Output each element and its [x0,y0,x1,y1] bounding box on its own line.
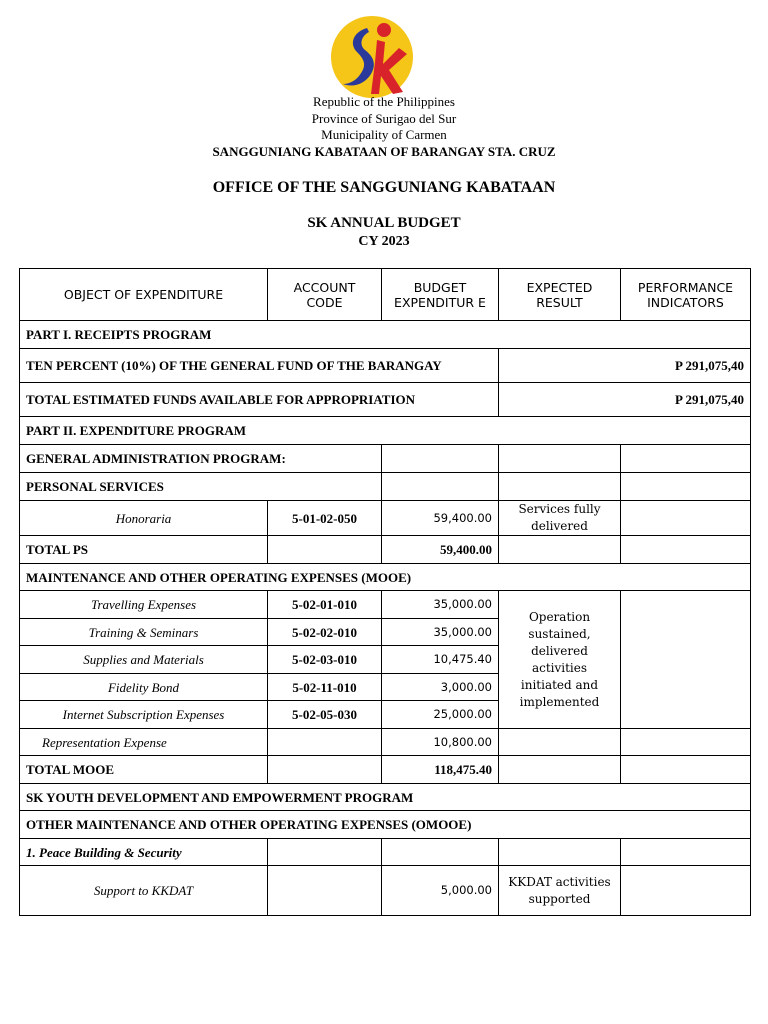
mooe-item-name: Fidelity Bond [20,674,268,701]
budget-title: SK ANNUAL BUDGET [307,215,461,231]
header-line-republic: Republic of the Philippines [313,94,455,109]
col-header-budget: BUDGET EXPENDITUR E [382,269,499,321]
mooe-item-name: Travelling Expenses [20,591,268,619]
total-funds-label: TOTAL ESTIMATED FUNDS AVAILABLE FOR APPROPRIATION [20,383,499,417]
col-header-result: EXPECTED RESULT [499,269,621,321]
mooe-item-code: 5-02-02-010 [268,619,382,646]
part2-heading: PART II. EXPENDITURE PROGRAM [20,417,751,445]
table-row [20,811,751,839]
honoraria-amount: 59,400.00 [382,501,499,536]
mooe-heading: MAINTENANCE AND OTHER OPERATING EXPENSES (MOOE) [20,564,751,591]
kkdat-name: Support to KKDAT [20,866,268,916]
table-row [20,417,751,445]
table-row [20,866,751,916]
mooe-item-amount: 35,000.00 [382,619,499,646]
table-row [20,349,751,383]
sk-youth-heading: SK YOUTH DEVELOPMENT AND EMPOWERMENT PROGRAM [20,784,751,811]
table-row [20,591,751,619]
header-line-municipality: Municipality of Carmen [321,127,447,142]
mooe-item-name: Internet Subscription Expenses [20,701,268,729]
mooe-item-amount: 3,000.00 [382,674,499,701]
mooe-item-amount: 25,000.00 [382,701,499,729]
col-header-account-code: ACCOUNT CODE [268,269,382,321]
mooe-item-code: 5-02-11-010 [268,674,382,701]
mooe-item-amount: 10,800.00 [382,729,499,756]
table-row [20,536,751,564]
honoraria-result: Services fully delivered [499,501,621,536]
col-header-object: OBJECT OF EXPENDITURE [20,269,268,321]
office-title: OFFICE OF THE SANGGUNIANG KABATAAN [212,179,556,196]
logo-k-head [377,23,391,37]
mooe-item-name: Supplies and Materials [20,646,268,674]
mooe-item-name: Representation Expense [20,729,268,756]
table-row [20,321,751,349]
omooe-heading: OTHER MAINTENANCE AND OTHER OPERATING EXPENSES (OMOOE) [20,811,751,839]
total-ps-label: TOTAL PS [20,536,268,564]
mooe-item-code: 5-02-01-010 [268,591,382,619]
part1-heading: PART I. RECEIPTS PROGRAM [20,321,751,349]
total-mooe-label: TOTAL MOOE [20,756,268,784]
mooe-item-amount: 10,475.40 [382,646,499,674]
honoraria-name: Honoraria [20,501,268,536]
table-row [20,501,751,536]
mooe-result: Operation sustained, delivered activities initiated and implemented [499,591,621,729]
table-row [20,756,751,784]
sk-logo [323,14,421,100]
header-line-barangay: SANGGUNIANG KABATAAN OF BARANGAY STA. CRUZ [212,144,556,159]
personal-services-heading: PERSONAL SERVICES [20,473,382,501]
table-row [20,729,751,756]
table-row [20,383,751,417]
table-row [20,564,751,591]
mooe-item-code: 5-02-05-030 [268,701,382,729]
table-row [20,784,751,811]
total-mooe-value: 118,475.40 [382,756,499,784]
honoraria-code: 5-01-02-050 [268,501,382,536]
kkdat-result: KKDAT activities supported [499,866,621,916]
table-header-row [20,269,751,321]
gen-admin-heading: GENERAL ADMINISTRATION PROGRAM: [20,445,382,473]
table-row [20,473,751,501]
mooe-item-name: Training & Seminars [20,619,268,646]
peace-building-heading: 1. Peace Building & Security [20,839,268,866]
kkdat-amount: 5,000.00 [382,866,499,916]
ten-percent-value: P 291,075,40 [499,349,751,383]
mooe-item-code: 5-02-03-010 [268,646,382,674]
total-funds-value: P 291,075,40 [499,383,751,417]
header-line-province: Province of Surigao del Sur [311,111,457,126]
ten-percent-label: TEN PERCENT (10%) OF THE GENERAL FUND OF THE BARANGAY [20,349,499,383]
total-ps-value: 59,400.00 [382,536,499,564]
budget-table [19,268,751,916]
col-header-indicators: PERFORMANCE INDICATORS [621,269,751,321]
table-row [20,839,751,866]
budget-year: CY 2023 [358,234,410,249]
table-row [20,445,751,473]
mooe-item-code [268,729,382,756]
mooe-item-amount: 35,000.00 [382,591,499,619]
